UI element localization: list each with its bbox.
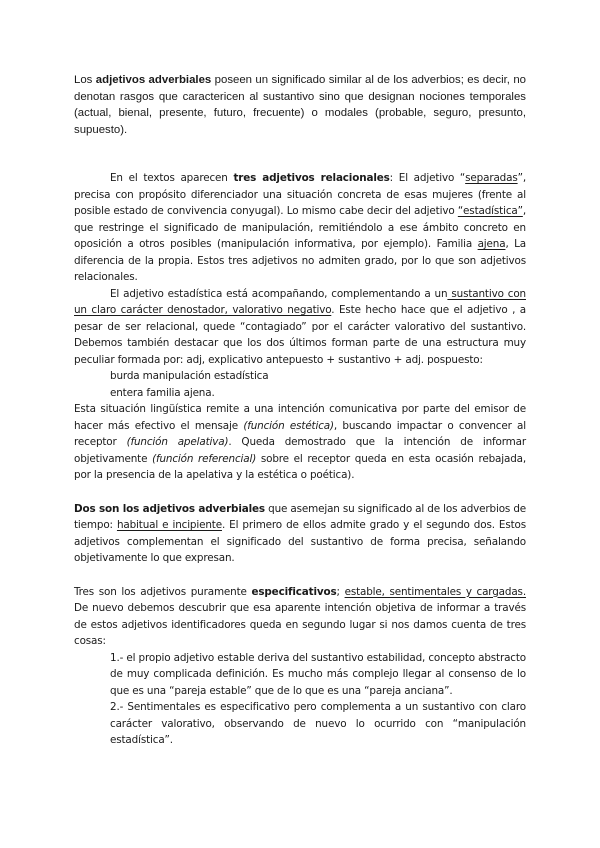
relational-adjectives-paragraph: [74, 170, 526, 286]
text: Los: [74, 74, 96, 86]
text: Esta situación lingüística remite a una intención comunicativa por parte del emisor de hacer más efectivo el mensaje: [74, 403, 526, 432]
text: ”, precisa con propósito diferenciador una situación concreta de esas mujeres (frente al posible estado de convivencia conyugal). Lo mismo cabe decir del adjetivo: [74, 172, 526, 217]
text: , que restringe el significado de manipulación, remitiéndolo a ese ámbito concreto en oposición a otros posibles (manipulación informativa, por ejemplo). Familia: [74, 205, 526, 250]
bold-term: especificativos: [251, 585, 337, 598]
underlined-term: sustantivo con un claro carácter denostador, valorativo negativo: [74, 287, 526, 316]
italic-term: (función referencial): [152, 452, 257, 465]
bold-term: Dos son los adjetivos adverbiales: [74, 502, 265, 515]
example-phrase: entera familia ajena.: [110, 386, 215, 399]
list-item: 2.- Sentimentales es especificativo pero complementa a un sustantivo con claro carácter valorativo, observando de nuevo lo ocurrido con “manipulación estadística”.: [110, 701, 526, 746]
underlined-term: estable, sentimentales y cargadas.: [344, 585, 526, 598]
italic-term: (función apelativa): [126, 436, 229, 448]
text: poseen un significado similar al de los adverbios; es decir, no denotan rasgos que caractericen al sustantivo sino que designan nociones temporales (actual, bienal, presente, futuro, frecuente) o modales (probable, seguro, presunto, supuesto).: [74, 74, 527, 136]
intro-paragraph: [74, 72, 526, 138]
communicative-intention-paragraph: [74, 401, 526, 484]
text: ;: [336, 585, 345, 598]
text: En el textos aparecen: [110, 172, 234, 184]
text: sobre el receptor queda en esta ocasión rebajada, por la presencia de la apelativa y la estética o poética).: [74, 452, 527, 481]
text: . Este hecho hace que el adjetivo , a pesar de ser relacional, quede “contagiado” por el carácter valorativo del sustantivo. Debemos también destacar que los dos últimos forman parte de una estructura muy peculiar formada por: adj, explicativo antepuesto + sustantivo + adj. pospuesto:: [74, 304, 527, 366]
text: De nuevo debemos descubrir que esa aparente intención objetiva de informar a través de estos adjetivos identificadores queda en segundo lugar si nos damos cuenta de tres cosas:: [74, 602, 526, 647]
bold-term: adjetivos adverbiales: [95, 74, 212, 86]
text: . El primero de ellos admite grado y el segundo dos. Estos adjetivos complementan el significado del sustantivo de forma precisa, señalando objetivamente lo que expresan.: [74, 519, 526, 564]
bold-term: tres adjetivos relacionales: [233, 172, 390, 184]
example-phrase: burda manipulación estadística: [110, 370, 269, 382]
document-body: [74, 170, 526, 749]
text: , buscando impactar o convencer al receptor: [74, 419, 526, 448]
underlined-term: ajena: [477, 238, 506, 250]
text: Tres son los adjetivos puramente: [74, 585, 252, 598]
underlined-term: habitual e incipiente: [116, 519, 222, 531]
list-item: 1.- el propio adjetivo estable deriva del sustantivo estabilidad, concepto abstracto de muy complicada definición. Es mucho más complejo llegar al consenso de lo que es una “pareja estable” que de lo que es una “pareja anciana”.: [110, 651, 526, 697]
text: , La diferencia de la propia. Estos tres adjetivos no admiten grado, por lo que son adjetivos relacionales.: [74, 238, 526, 283]
statistical-adjective-paragraph: [74, 286, 526, 369]
text: : El adjetivo “: [389, 172, 466, 184]
text: que asemejan su significado al de los adverbios de tiempo:: [74, 502, 527, 531]
text: El adjetivo estadística está acompañando, complementando a un: [110, 287, 448, 300]
underlined-term: separadas: [465, 172, 518, 184]
paragraph-gap: [74, 484, 526, 501]
paragraph-gap: [74, 567, 526, 584]
underlined-term: “estadística”: [457, 205, 523, 217]
specifying-adjectives-paragraph: [74, 584, 526, 650]
italic-term: (función estética): [243, 419, 334, 432]
text: . Queda demostrado que la intención de informar objetivamente: [74, 436, 526, 465]
adverbial-adjectives-paragraph: [74, 501, 526, 567]
